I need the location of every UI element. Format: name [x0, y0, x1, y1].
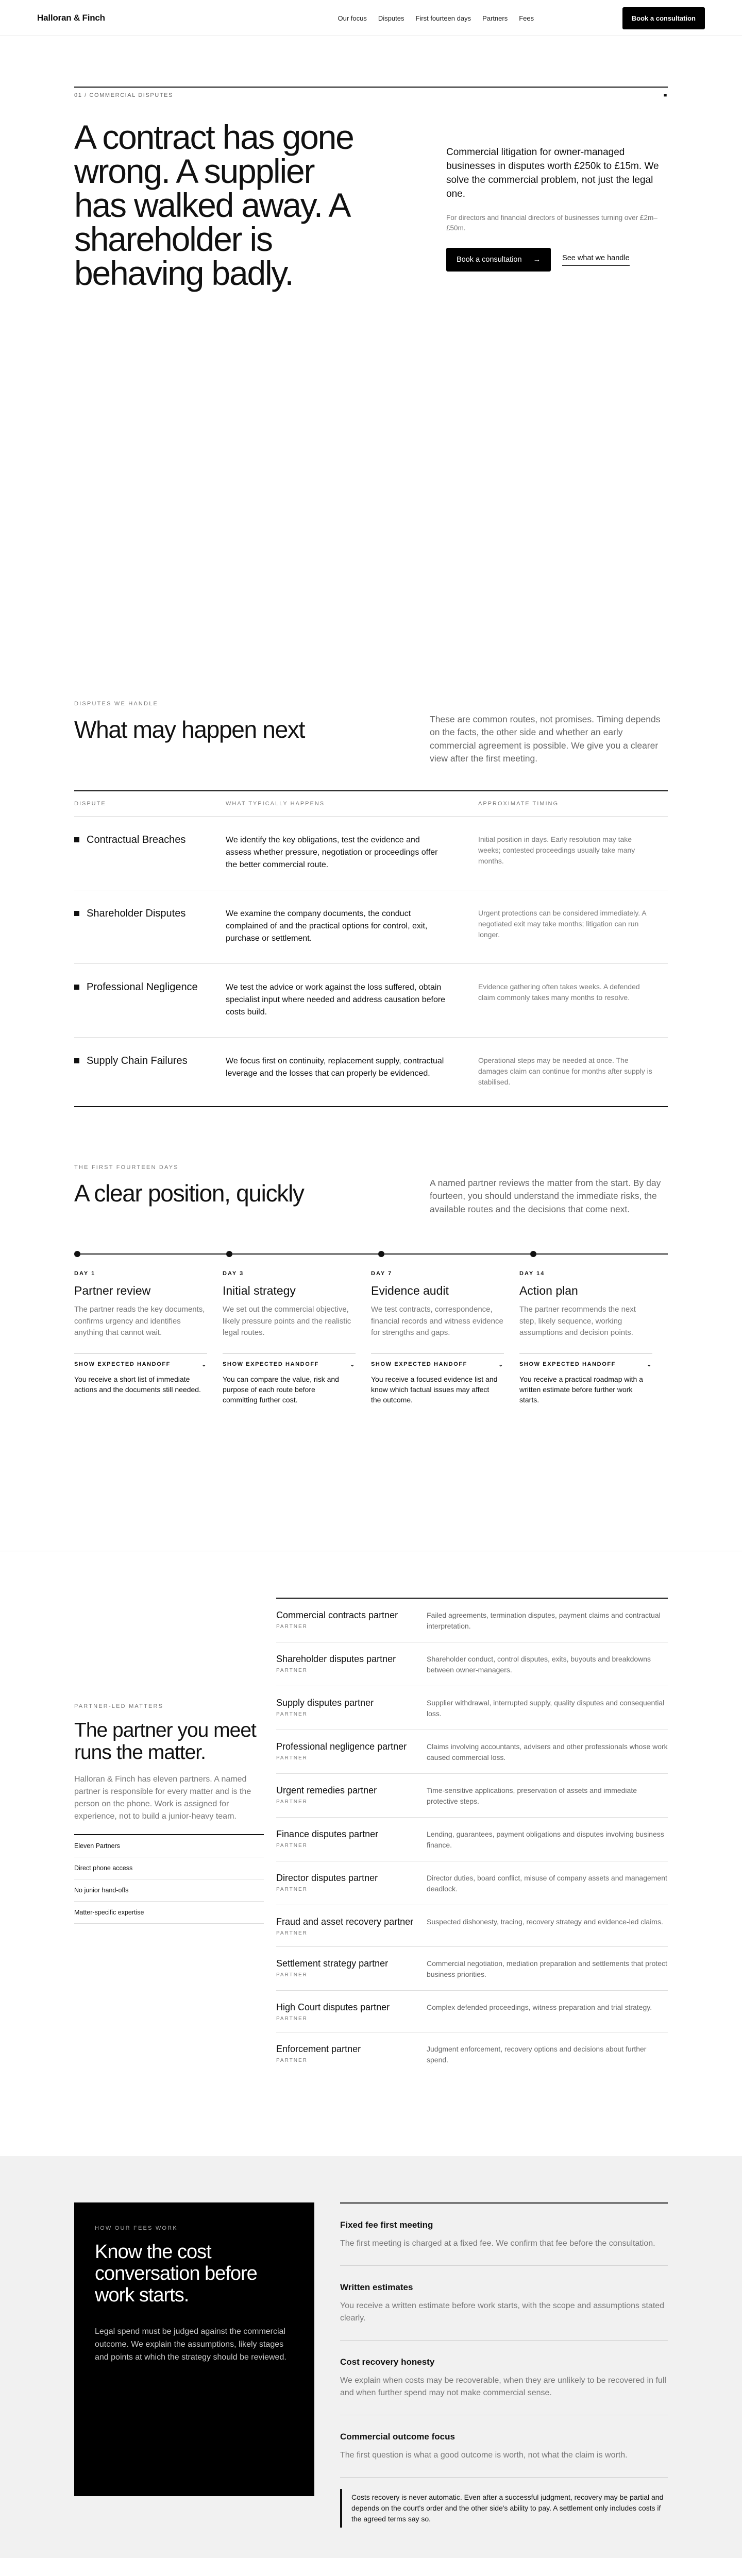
partner-desc: Failed agreements, termination disputes, payment claims and contractual interpretation.: [427, 1611, 661, 1630]
partner-facts-list: [74, 1834, 264, 1924]
chevron-down-icon: ⌄: [647, 1361, 652, 1368]
partner-desc: Judgment enforcement, recovery options and decisions about further spend.: [427, 2045, 647, 2064]
partner-row: [276, 1905, 668, 1947]
partner-row: [276, 1774, 668, 1818]
fees-list: [340, 2202, 668, 2528]
days-eyebrow: THE FIRST FOURTEEN DAYS: [74, 1164, 179, 1171]
disputes-intro: These are common routes, not promises. Timing depends on the facts, the other side and whether an early commercial agreement is possible. We give you a clearer view after the first meeting.: [430, 714, 661, 764]
hero-eyebrow: 01 / COMMERCIAL DISPUTES: [74, 92, 174, 98]
chevron-down-icon: ⌄: [498, 1361, 504, 1368]
step-title: Evidence audit: [371, 1284, 449, 1298]
partner-name: Shareholder disputes partner: [276, 1654, 396, 1664]
chevron-down-icon: ⌄: [350, 1361, 356, 1368]
see-what-we-handle-link[interactable]: See what we handle: [562, 254, 630, 266]
partner-row: [276, 1642, 668, 1686]
dispute-happens: We examine the company documents, the conduct complained of and the practical options for control, exit, purchase or settlement.: [226, 909, 428, 943]
timeline: [74, 1251, 668, 1257]
list-item: No junior hand-offs: [74, 1879, 264, 1902]
partner-role: PARTNER: [276, 2058, 308, 2063]
partner-name: Urgent remedies partner: [276, 1785, 377, 1795]
dispute-name: Supply Chain Failures: [87, 1055, 188, 1066]
step-title: Partner review: [74, 1284, 151, 1298]
partner-name: Finance disputes partner: [276, 1829, 379, 1839]
partner-name: Professional negligence partner: [276, 1741, 407, 1752]
fees-title: Know the cost conversation before work starts.: [95, 2241, 257, 2306]
dispute-happens: We identify the key obligations, test the evidence and assess whether pressure, negotiation or proceedings offer the better commercial route.: [226, 835, 438, 869]
partner-name: Settlement strategy partner: [276, 1958, 389, 1969]
disputes-section: [0, 701, 742, 1164]
fee-item: [340, 2341, 668, 2415]
fee-item-text: The first meeting is charged at a fixed fee. We confirm that fee before the consultation.: [340, 2239, 655, 2248]
list-item: Matter-specific expertise: [74, 1902, 264, 1924]
square-bullet-icon: [74, 985, 79, 990]
square-icon: ■: [663, 92, 668, 98]
col-timing: APPROXIMATE TIMING: [478, 800, 559, 807]
show-handoff-toggle[interactable]: [223, 1353, 356, 1368]
timeline-step: [223, 1270, 371, 1405]
handoff-text: You can compare the value, risk and purpose of each route before committing further cost.: [223, 1375, 339, 1404]
partner-row: [276, 1818, 668, 1861]
partner-name: Supply disputes partner: [276, 1698, 374, 1708]
hero-cta-label: Book a consultation: [457, 256, 522, 264]
partner-name: Enforcement partner: [276, 2044, 361, 2054]
hero-lead: Commercial litigation for owner-managed businesses in disputes worth £250k to £15m. We solve the commercial problem, not just the legal one.: [446, 147, 659, 199]
fee-item-text: You receive a written estimate before work starts, with the scope and assumptions stated clearly.: [340, 2301, 665, 2323]
show-handoff-toggle[interactable]: [519, 1353, 652, 1368]
handoff-text: You receive a focused evidence list and know which factual issues may affect the outcome.: [371, 1375, 498, 1404]
dispute-name: Contractual Breaches: [87, 834, 186, 845]
timeline-step: [371, 1270, 519, 1405]
table-row: [74, 1038, 668, 1106]
square-bullet-icon: [74, 911, 79, 916]
dispute-timing: Operational steps may be needed at once. The damages claim can continue for months after supply is stabilised.: [478, 1056, 652, 1086]
hero-book-consultation-button[interactable]: [446, 248, 551, 272]
fee-item-text: The first question is what a good outcome is worth, not what the claim is worth.: [340, 2451, 628, 2460]
table-row: [74, 817, 668, 890]
disputes-table: [74, 790, 668, 1107]
nav-link-disputes[interactable]: Disputes: [378, 14, 404, 22]
contact-section: [0, 2558, 742, 2576]
timeline-line: [77, 1253, 668, 1255]
table-row: [74, 890, 668, 964]
fee-item-title: Cost recovery honesty: [340, 2357, 435, 2367]
fee-item-title: Fixed fee first meeting: [340, 2220, 433, 2230]
partner-role: PARTNER: [276, 2016, 308, 2022]
partner-desc: Claims involving accountants, advisers and other professionals whose work caused commercial loss.: [427, 1742, 668, 1761]
partner-row: [276, 1991, 668, 2032]
partner-desc: Director duties, board conflict, misuse of company assets and management deadlock.: [427, 1874, 667, 1893]
step-title: Action plan: [519, 1284, 578, 1298]
square-bullet-icon: [74, 1058, 79, 1063]
hero-eyebrow-line: [74, 87, 668, 98]
days-title: A clear position, quickly: [74, 1180, 304, 1207]
timeline-dot: [74, 1251, 80, 1257]
fee-item: [340, 2204, 668, 2266]
partner-role: PARTNER: [276, 1843, 308, 1849]
dispute-happens: We focus first on continuity, replacement supply, contractual leverage and the losses that can properly be evidenced.: [226, 1056, 444, 1078]
step-day: DAY 3: [223, 1270, 244, 1277]
step-title: Initial strategy: [223, 1284, 296, 1298]
handoff-label: SHOW EXPECTED HANDOFF: [74, 1361, 171, 1367]
partners-eyebrow: PARTNER-LED MATTERS: [74, 1703, 164, 1709]
partners-text: Halloran & Finch has eleven partners. A named partner is responsible for every matter and is the person on the phone. Work is assigned for experience, not to build a junior-heavy team.: [74, 1774, 251, 1821]
dispute-happens: We test the advice or work against the loss suffered, obtain specialist input where needed and address causation before costs build.: [226, 982, 446, 1016]
step-text: The partner recommends the next step, likely sequence, working assumptions and decision points.: [519, 1305, 636, 1337]
arrow-right-icon: →: [533, 256, 541, 264]
list-item: Eleven Partners: [74, 1835, 264, 1857]
fee-item-title: Commercial outcome focus: [340, 2432, 455, 2442]
nav-link-first-days[interactable]: First fourteen days: [415, 14, 471, 22]
fees-eyebrow: HOW OUR FEES WORK: [95, 2225, 178, 2231]
partner-row: [276, 1730, 668, 1774]
fee-item: [340, 2415, 668, 2478]
partner-role: PARTNER: [276, 1930, 308, 1936]
disputes-table-header: [74, 791, 668, 817]
timeline-step: [519, 1270, 668, 1405]
fee-item: [340, 2266, 668, 2341]
fees-card: [74, 2202, 314, 2496]
partner-row: [276, 1947, 668, 1991]
step-day: DAY 14: [519, 1270, 545, 1277]
step-text: We test contracts, correspondence, financial records and witness evidence for strengths and gaps.: [371, 1305, 503, 1337]
timeline-step: [74, 1270, 223, 1405]
disputes-eyebrow: DISPUTES WE HANDLE: [74, 701, 159, 707]
partner-name: Commercial contracts partner: [276, 1610, 398, 1620]
partner-row: [276, 1599, 668, 1642]
fees-text: Legal spend must be judged against the commercial outcome. We explain the assumptions, likely stages and points at which the strategy should be reviewed.: [95, 2327, 286, 2362]
nav-link-fees[interactable]: Fees: [519, 14, 534, 22]
nav-link-focus[interactable]: Our focus: [338, 14, 367, 22]
days-intro: A named partner reviews the matter from the start. By day fourteen, you should understand the immediate risks, the available routes and the decisions that come next.: [430, 1178, 661, 1214]
disputes-title: What may happen next: [74, 716, 305, 743]
square-bullet-icon: [74, 837, 79, 842]
chevron-down-icon: ⌄: [201, 1361, 207, 1368]
partner-row: [276, 1861, 668, 1905]
hero-title: A contract has gone wrong. A supplier has walked away. A shareholder is behaving badly.: [74, 118, 353, 292]
partner-name: Fraud and asset recovery partner: [276, 1917, 414, 1927]
hero-section: [0, 36, 742, 701]
handoff-label: SHOW EXPECTED HANDOFF: [371, 1361, 467, 1367]
fees-section: [0, 2156, 742, 2558]
partners-title: The partner you meet runs the matter.: [74, 1719, 256, 1764]
partner-desc: Complex defended proceedings, witness preparation and trial strategy.: [427, 2003, 652, 2011]
show-handoff-toggle[interactable]: [371, 1353, 504, 1368]
partner-role: PARTNER: [276, 1755, 308, 1761]
handoff-text: You receive a practical roadmap with a written estimate before further work starts.: [519, 1375, 643, 1404]
partner-desc: Supplier withdrawal, interrupted supply, quality disputes and consequential loss.: [427, 1699, 665, 1718]
timeline-dot: [226, 1251, 232, 1257]
step-day: DAY 7: [371, 1270, 393, 1277]
top-nav: [0, 0, 742, 36]
partner-role: PARTNER: [276, 1668, 308, 1673]
partner-role: PARTNER: [276, 1624, 308, 1630]
costs-recovery-note: Costs recovery is never automatic. Even after a successful judgment, recovery may be partial and depends on the court's order and the other side's ability to pay. A settlement only includes costs if the agreed terms say so.: [340, 2489, 668, 2528]
step-text: We set out the commercial objective, likely pressure points and the realistic legal routes.: [223, 1305, 351, 1337]
partner-role: PARTNER: [276, 1711, 308, 1717]
show-handoff-toggle[interactable]: [74, 1353, 207, 1368]
timeline-dot: [378, 1251, 384, 1257]
partner-name: High Court disputes partner: [276, 2002, 390, 2012]
dispute-timing: Initial position in days. Early resolution may take weeks; contested proceedings usually take many months.: [478, 835, 635, 865]
fee-item-text: We explain when costs may be recoverable, when they are unlikely to be recovered in full and when further spend may not make commercial sense.: [340, 2376, 666, 2397]
partner-row: [276, 1686, 668, 1730]
partner-row: [276, 2032, 668, 2076]
timeline-dot: [530, 1251, 536, 1257]
dispute-timing: Evidence gathering often takes weeks. A defended claim commonly takes many months to resolve.: [478, 982, 640, 1002]
dispute-name: Shareholder Disputes: [87, 907, 186, 919]
partner-directory: [276, 1598, 668, 2076]
nav-links: [338, 14, 534, 22]
partner-desc: Shareholder conduct, control disputes, exits, buyouts and breakdowns between owner-managers.: [427, 1655, 651, 1674]
fee-item-title: Written estimates: [340, 2282, 413, 2292]
step-day: DAY 1: [74, 1270, 96, 1277]
step-text: The partner reads the key documents, confirms urgency and identifies anything that cannot wait.: [74, 1305, 205, 1337]
handoff-text: You receive a short list of immediate actions and the documents still needed.: [74, 1375, 201, 1394]
nav-link-partners[interactable]: Partners: [482, 14, 508, 22]
partner-desc: Time-sensitive applications, preservation of assets and immediate protective steps.: [427, 1786, 637, 1805]
col-what-happens: WHAT TYPICALLY HAPPENS: [226, 800, 325, 807]
col-dispute: DISPUTE: [74, 800, 106, 807]
partners-section: [0, 1551, 742, 2156]
partner-name: Director disputes partner: [276, 1873, 378, 1883]
first-fourteen-days-section: [0, 1164, 742, 1551]
partner-role: PARTNER: [276, 1799, 308, 1805]
partner-desc: Lending, guarantees, payment obligations and disputes involving business finance.: [427, 1830, 664, 1849]
table-row: [74, 964, 668, 1038]
partner-desc: Commercial negotiation, mediation preparation and settlements that protect business priorities.: [427, 1959, 667, 1978]
handoff-label: SHOW EXPECTED HANDOFF: [223, 1361, 319, 1367]
dispute-timing: Urgent protections can be considered immediately. A negotiated exit may take months; litigation can run longer.: [478, 908, 646, 939]
brand-logo[interactable]: Halloran & Finch: [37, 13, 105, 23]
partner-role: PARTNER: [276, 1972, 308, 1978]
handoff-label: SHOW EXPECTED HANDOFF: [519, 1361, 616, 1367]
nav-book-consultation-button[interactable]: Book a consultation: [622, 7, 705, 29]
dispute-name: Professional Negligence: [87, 981, 198, 993]
partner-desc: Suspected dishonesty, tracing, recovery strategy and evidence-led claims.: [427, 1918, 663, 1926]
hero-audience: For directors and financial directors of businesses turning over £2m–£50m.: [446, 213, 657, 232]
list-item: Direct phone access: [74, 1857, 264, 1879]
partner-role: PARTNER: [276, 1887, 308, 1892]
